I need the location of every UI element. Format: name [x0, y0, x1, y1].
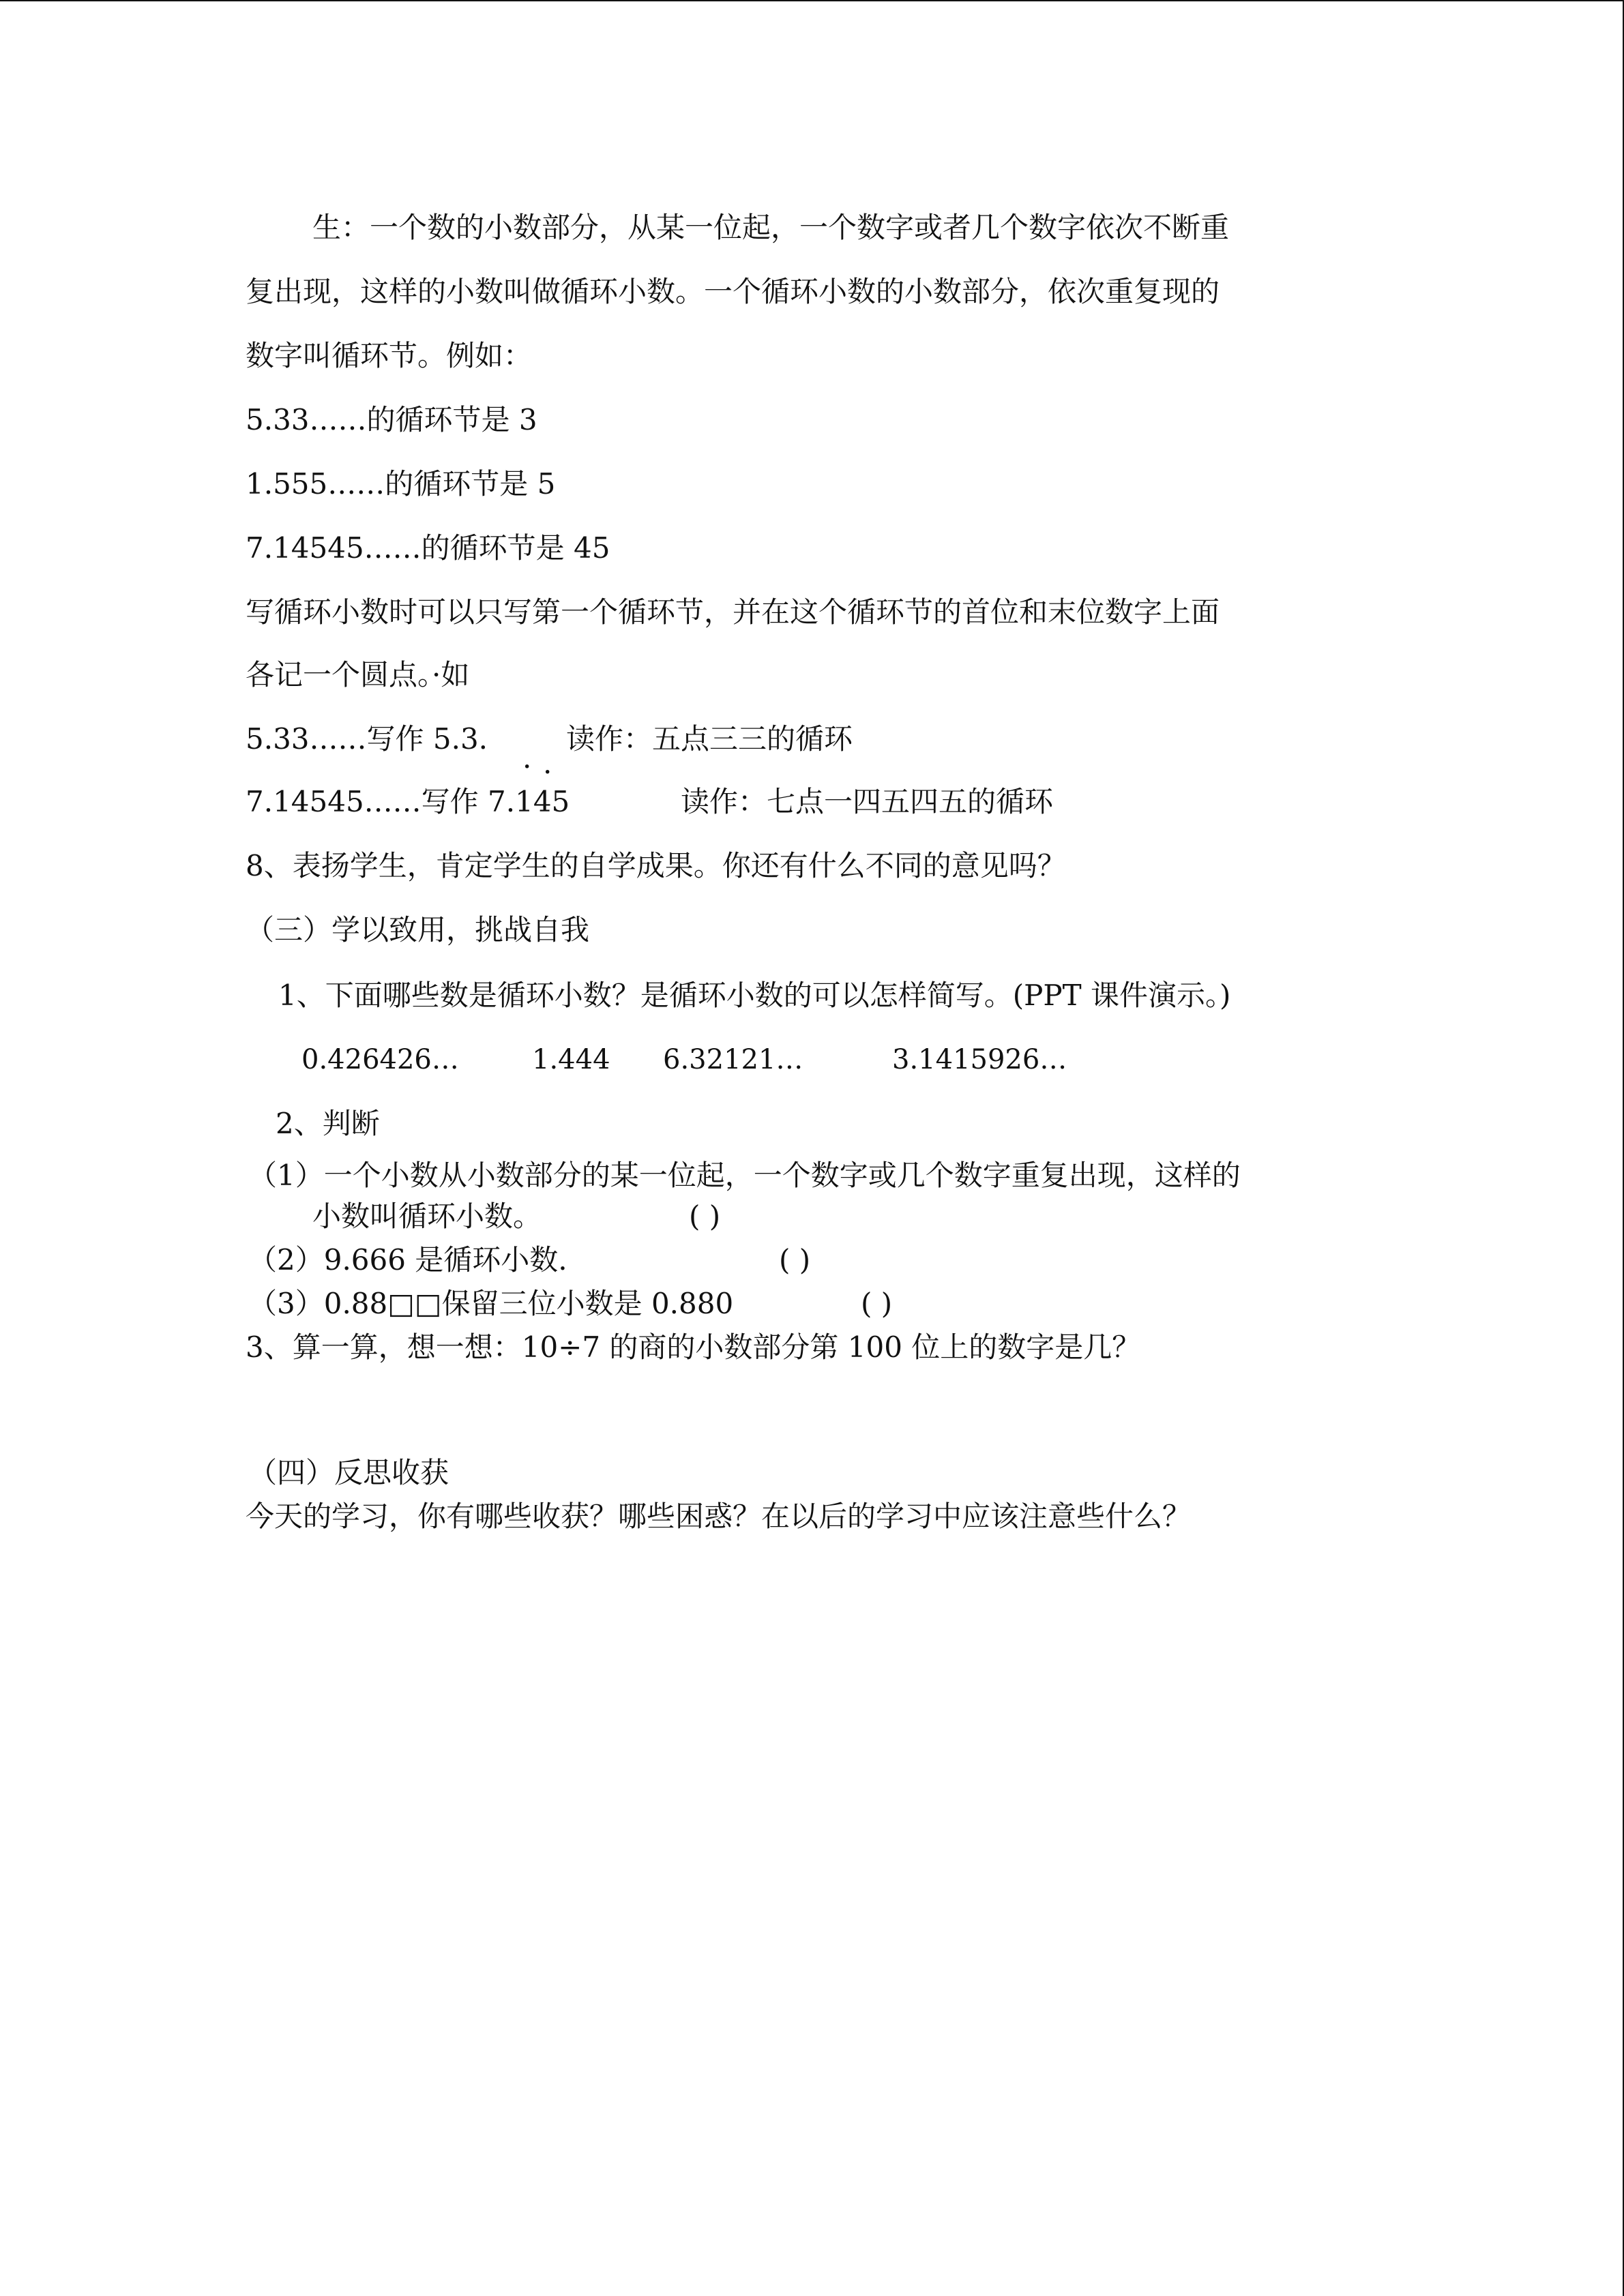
- writing-rule-line-2: 各记一个圆点。·如: [246, 658, 470, 691]
- example-2: 1.555……的循环节是 5: [246, 467, 556, 501]
- question-3: 3、算一算，想一想：10÷7 的商的小数部分第 100 位上的数字是几？: [246, 1330, 1141, 1364]
- q1-number-2: 1.444: [532, 1044, 610, 1075]
- q1-number-3: 6.32121…: [663, 1044, 803, 1075]
- judgement-2-answer-paren: ( ): [779, 1243, 811, 1277]
- judgement-1-line-2: 小数叫循环小数。: [312, 1199, 542, 1233]
- intro-line-2: 复出现，这样的小数叫做循环小数。一个循环小数的小数部分，依次重复现的: [246, 275, 1220, 308]
- example-3: 7.14545……的循环节是 45: [246, 531, 610, 565]
- q1-number-1: 0.426426…: [301, 1044, 459, 1075]
- judgement-2: （2）9.666 是循环小数.: [248, 1243, 567, 1277]
- intro-line-1: 生：一个数的小数部分，从某一位起，一个数字或者几个数字依次不断重: [312, 211, 1230, 244]
- writing-rule-line-1: 写循环小数时可以只写第一个循环节，并在这个循环节的首位和末位数字上面: [246, 595, 1220, 629]
- notation-example-1-read: 读作：五点三三的循环: [566, 722, 853, 756]
- question-1: 1、下面哪些数是循环小数？是循环小数的可以怎样简写。(PPT 课件演示。): [278, 979, 1231, 1012]
- notation-example-2-write: 7.14545……写作 7.145: [246, 785, 570, 818]
- q1-number-4: 3.1415926…: [892, 1044, 1067, 1075]
- judgement-1-answer-paren: ( ): [689, 1199, 721, 1233]
- praise-line: 8、表扬学生，肯定学生的自学成果。你还有什么不同的意见吗？: [246, 849, 1066, 882]
- repeating-dot-icon: .: [543, 747, 552, 780]
- notation-example-1-write: 5.33……写作 5.3.: [246, 722, 488, 756]
- intro-line-3: 数字叫循环节。例如：: [246, 339, 533, 372]
- section-3-title: （三）学以致用，挑战自我: [246, 913, 590, 946]
- question-2-title: 2、判断: [276, 1107, 380, 1140]
- section-4-title: （四）反思收获: [248, 1456, 449, 1489]
- example-1: 5.33……的循环节是 3: [246, 403, 537, 436]
- judgement-1-line-1: （1）一个小数从小数部分的某一位起，一个数字或几个数字重复出现，这样的: [248, 1159, 1241, 1192]
- reflection-question: 今天的学习，你有哪些收获？哪些困惑？在以后的学习中应该注意些什么？: [246, 1500, 1192, 1533]
- notation-example-2-read: 读作：七点一四五四五的循环: [681, 785, 1054, 818]
- judgement-3: （3）0.88□□保留三位小数是 0.880: [248, 1287, 734, 1320]
- repeating-dot-icon: .: [522, 741, 532, 775]
- judgement-3-answer-paren: ( ): [861, 1287, 893, 1320]
